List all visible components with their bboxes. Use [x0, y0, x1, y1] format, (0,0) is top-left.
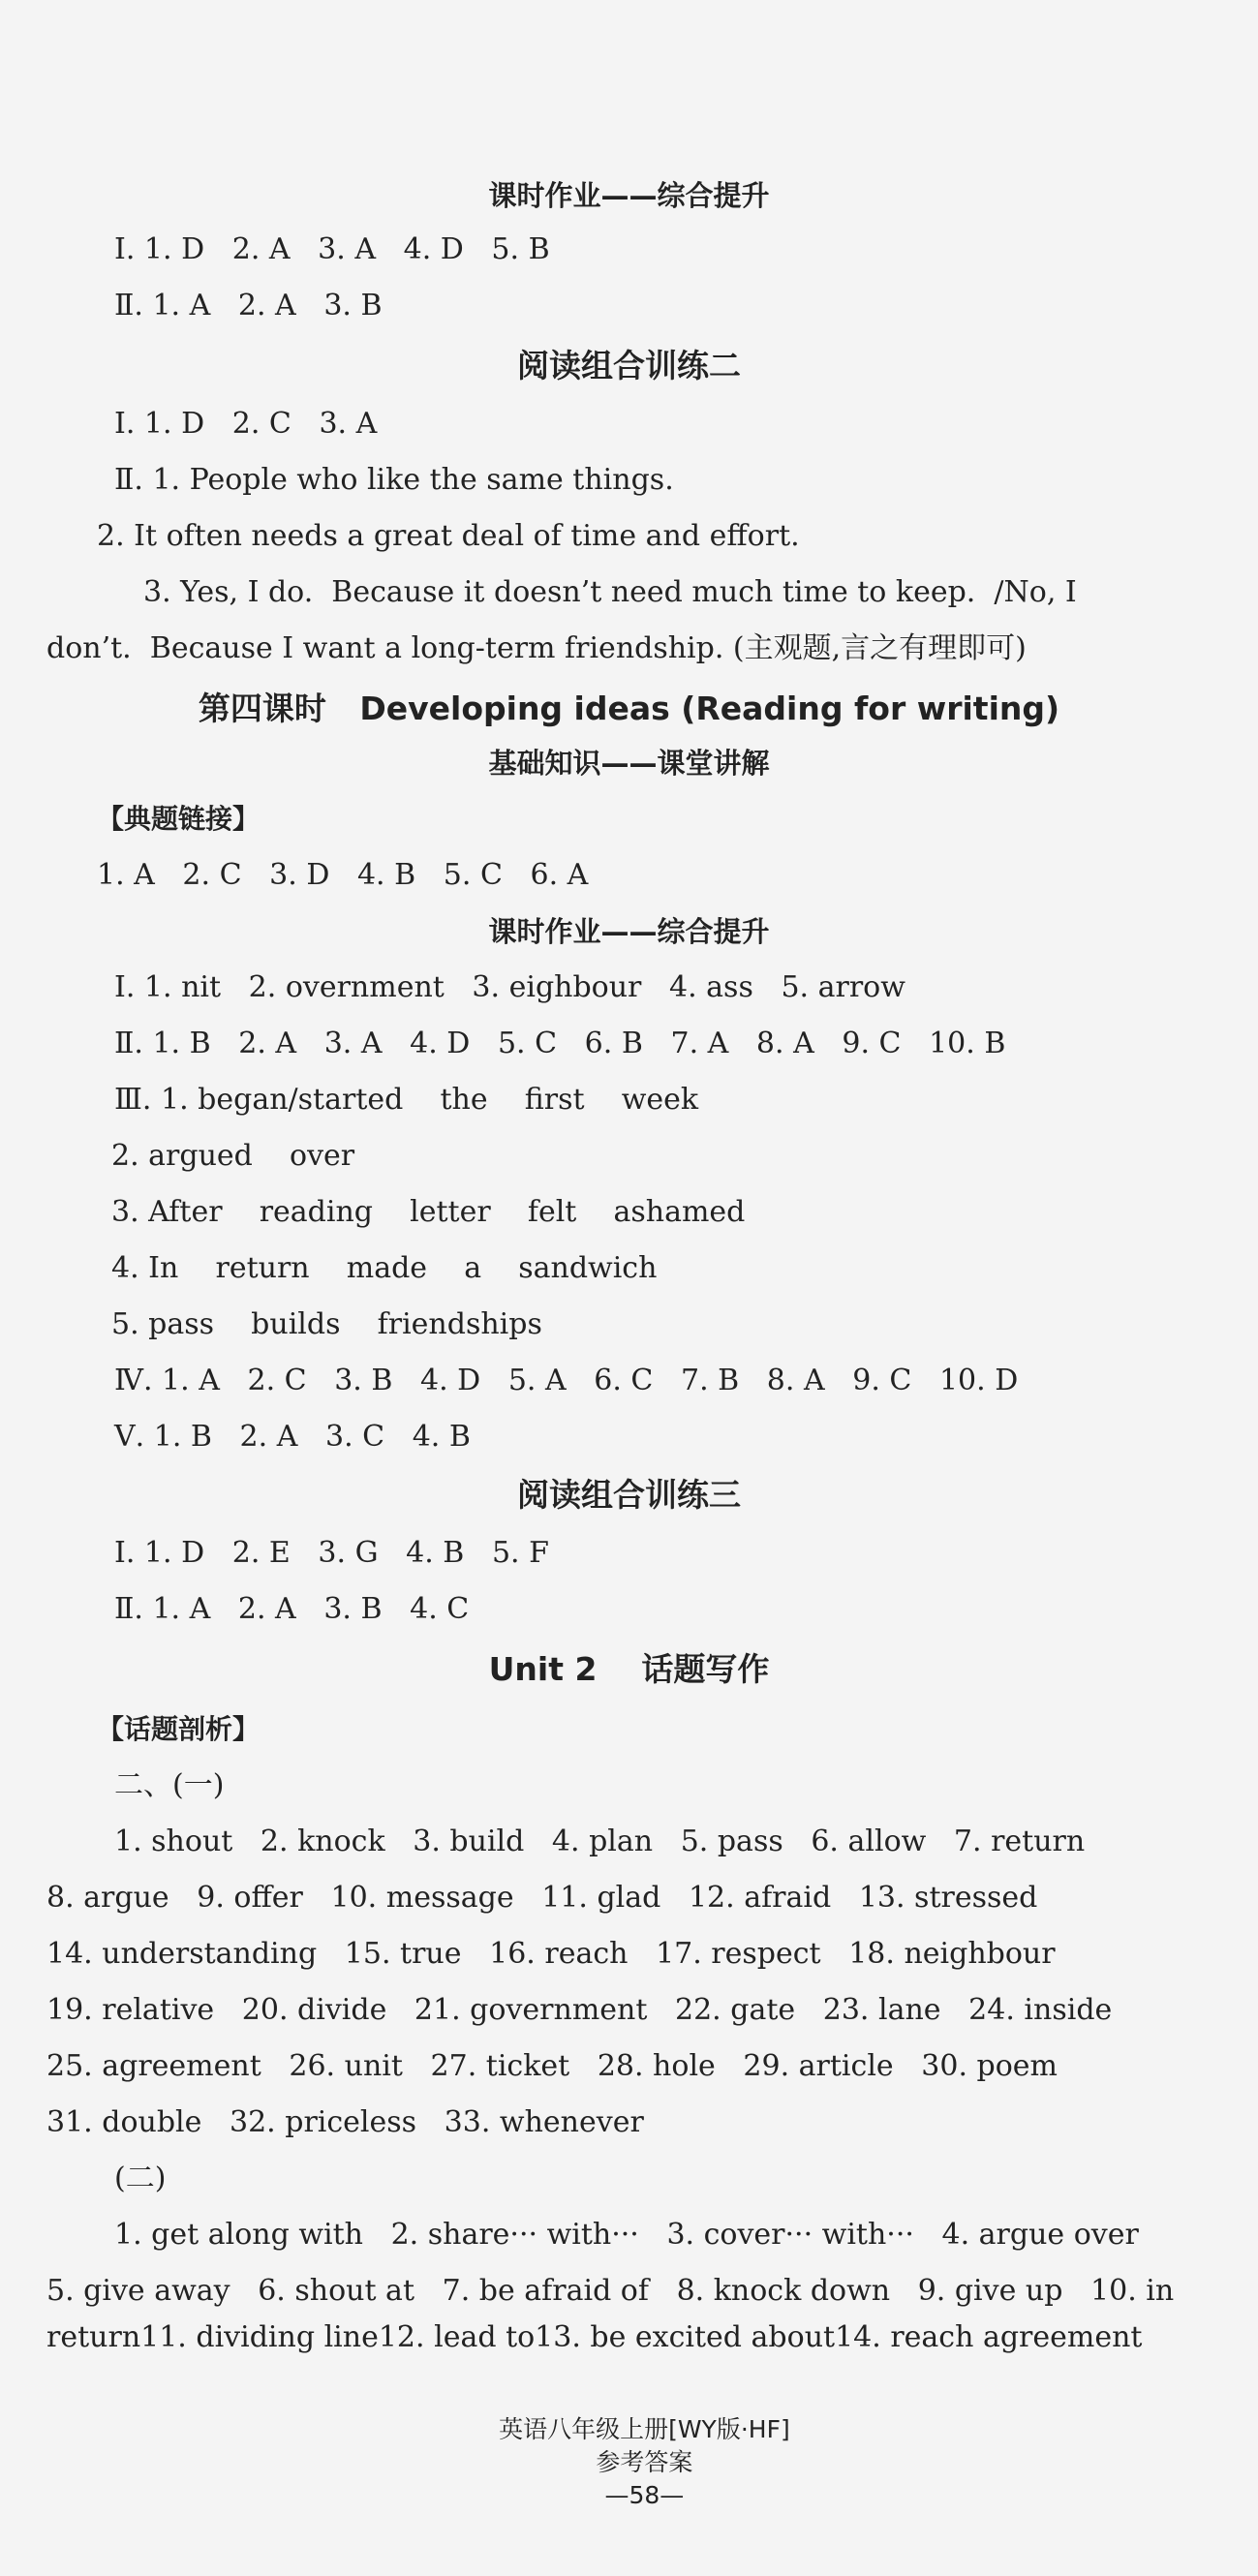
answer-line: Ⅲ. 1. began/started the first week [114, 1083, 699, 1117]
answer-line: Ⅱ. 1. A 2. A 3. B [114, 289, 383, 322]
answer-line: Ⅰ. 1. D 2. A 3. A 4. D 5. B [114, 232, 550, 266]
answer-line: 19. relative 20. divide 21. government 22. gate 23. lane 24. inside [46, 1993, 1113, 2027]
tag-huati: 【话题剖析】 [97, 1713, 261, 1745]
answer-line: 1. get along with 2. share··· with··· 3. cover··· with··· 4. argue over [114, 2218, 1139, 2252]
answer-line: 二、(一) [114, 1768, 225, 1802]
answer-line: 4. In return made a sandwich [111, 1251, 658, 1285]
answer-line: 3. After reading letter felt ashamed [111, 1195, 746, 1229]
answer-line: 25. agreement 26. unit 27. ticket 28. hole 29. article 30. poem [46, 2049, 1058, 2083]
answer-line: Ⅱ. 1. People who like the same things. [114, 463, 674, 497]
answer-line: Ⅰ. 1. D 2. C 3. A [114, 407, 378, 441]
section-title: 阅读组合训练二 [517, 347, 741, 384]
answer-line: 3. Yes, I do. Because it doesn’t need much time to keep. /No, I [143, 575, 1077, 609]
answer-line: 2. It often needs a great deal of time and effort. [97, 519, 800, 553]
answer-line: 1. A 2. C 3. D 4. B 5. C 6. A [97, 858, 589, 892]
answer-line: return11. dividing line12. lead to13. be excited about14. reach agreement [46, 2320, 1143, 2354]
unit-title: Unit 2 话题写作 [488, 1650, 770, 1688]
section-title: 课时作业——综合提升 [488, 179, 770, 212]
answer-line: 2. argued over [111, 1139, 355, 1173]
footer-book: 英语八年级上册[WY版·HF] [499, 2415, 790, 2443]
answer-line: 14. understanding 15. true 16. reach 17. respect 18. neighbour [46, 1937, 1056, 1971]
answer-line: Ⅳ. 1. A 2. C 3. B 4. D 5. A 6. C 7. B 8. A 9. C 10. D [114, 1364, 1019, 1397]
answer-line: 8. argue 9. offer 10. message 11. glad 12. afraid 13. stressed [46, 1881, 1038, 1915]
answer-line: 5. give away 6. shout at 7. be afraid of 8. knock down 9. give up 10. in [46, 2274, 1175, 2308]
answer-line: 5. pass builds friendships [111, 1307, 542, 1341]
answer-line: (二) [114, 2162, 167, 2195]
answer-line: Ⅰ. 1. nit 2. overnment 3. eighbour 4. ass 5. arrow [114, 970, 905, 1004]
answer-line: 1. shout 2. knock 3. build 4. plan 5. pass 6. allow 7. return [114, 1825, 1086, 1858]
page-footer [0, 2380, 1258, 2545]
answer-line: 31. double 32. priceless 33. whenever [46, 2105, 644, 2139]
answer-line: Ⅱ. 1. A 2. A 3. B 4. C [114, 1592, 470, 1626]
answer-line: Ⅴ. 1. B 2. A 3. C 4. B [114, 1420, 471, 1454]
answer-line: Ⅰ. 1. D 2. E 3. G 4. B 5. F [114, 1536, 549, 1570]
section-title: 基础知识——课堂讲解 [488, 747, 770, 780]
footer-answers: 参考答案 [596, 2448, 693, 2476]
page-number: —58— [604, 2481, 685, 2509]
section-title: 阅读组合训练三 [517, 1476, 741, 1514]
answer-line: Ⅱ. 1. B 2. A 3. A 4. D 5. C 6. B 7. A 8. A 9. C 10. B [114, 1027, 1006, 1060]
tag-dianti: 【典题链接】 [97, 803, 261, 835]
section-title: 课时作业——综合提升 [488, 915, 770, 948]
lesson-title: 第四课时 Developing ideas (Reading for writing) [198, 690, 1060, 727]
answer-line: don’t. Because I want a long-term friendship. (主观题,言之有理即可) [46, 631, 1027, 665]
